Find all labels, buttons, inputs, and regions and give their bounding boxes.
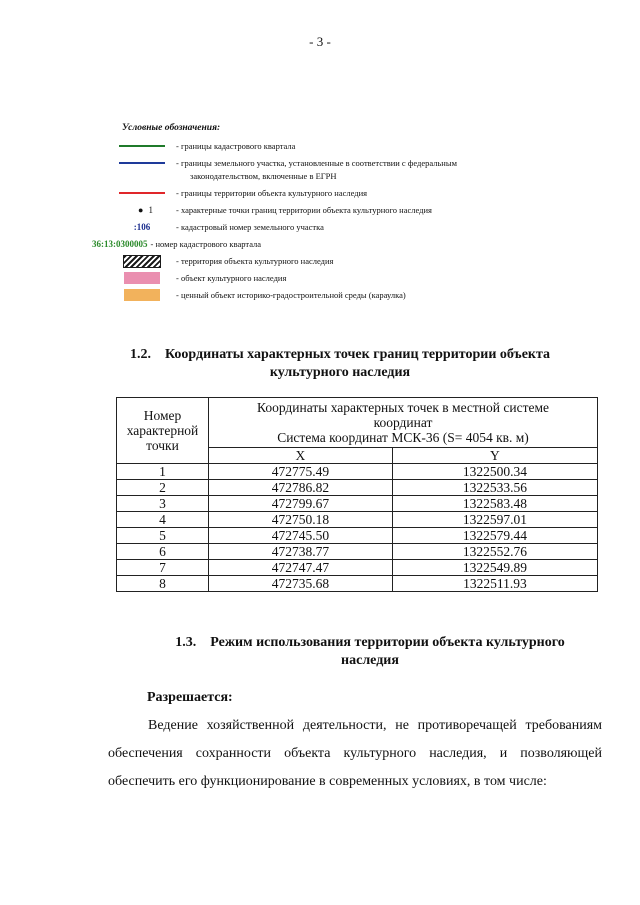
legend-item-parcel-boundary-cont: законодательством, включенные в ЕГРН [190,170,337,181]
x-header: X [209,448,393,464]
legend-item-points: ● 1 - характерные точки границ территории объекта культурного наследия [138,204,432,215]
body-paragraph: Ведение хозяйственной деятельности, не противоречащей требованиям обеспечения сохранности объекта культурного наследия, и позволяющей обеспечить его функционирование в современных условиях, в том числе: [108,718,602,789]
legend-item-heritage-object: - объект культурного наследия [108,270,578,287]
table-row: 5 472745.50 1322579.44 [117,528,598,544]
green-line-icon [119,145,165,147]
legend-item-valuable-object: - ценный объект историко-градостроительной среды (караулка) [108,287,578,304]
table-row: 3 472799.67 1322583.48 [117,496,598,512]
page-number: - 3 - [309,34,331,49]
red-line-icon [119,192,165,194]
legend-item-heritage-boundary: - границы территории объекта культурного наследия [108,185,578,202]
table-row: 1 472775.49 1322500.34 [117,464,598,480]
point-marker-icon: ● [138,204,144,215]
allowed-label: Разрешается: [147,690,233,705]
legend-item-parcel-number: :106 - кадастровый номер земельного участка [133,221,324,232]
table-row: 8 472735.68 1322511.93 [117,576,598,592]
parcel-number-label: :106 [133,221,151,232]
coordinates-header: Координаты характерных точек в местной системе координат Система координат МСК-36 (S= 4054 кв. м) [209,398,598,448]
table-row: 7 472747.47 1322549.89 [117,560,598,576]
legend-item-quarter-number: 36:13:0300005 - номер кадастрового квартала [92,238,262,249]
table-row: 6 472738.77 1322552.76 [117,544,598,560]
coordinates-table [116,397,598,592]
blue-line-icon [119,162,165,164]
section-1-3-heading: 1.3. Режим использования территории объекта культурного наследия [175,635,565,668]
legend-title: Условные обозначения: [122,123,221,133]
orange-area-icon [124,289,160,301]
point-number-header: Номер характерной точки [117,398,209,464]
table-row: 4 472750.18 1322597.01 [117,512,598,528]
section-1-2-heading: 1.2. Координаты характерных точек границ территории объекта культурного наследия [129,347,551,380]
y-header: Y [392,448,597,464]
legend-item-heritage-territory: - территория объекта культурного наследия [108,253,578,270]
legend [92,123,578,304]
legend-item-parcel-boundary: - границы земельного участка, установленные в соответствии с федеральным [108,155,578,172]
pink-area-icon [124,272,160,284]
table-row: 2 472786.82 1322533.56 [117,480,598,496]
legend-item-quarter-boundary: - границы кадастрового квартала [108,138,578,155]
hatched-area-icon [123,255,161,268]
quarter-number-label: 36:13:0300005 [92,238,148,249]
